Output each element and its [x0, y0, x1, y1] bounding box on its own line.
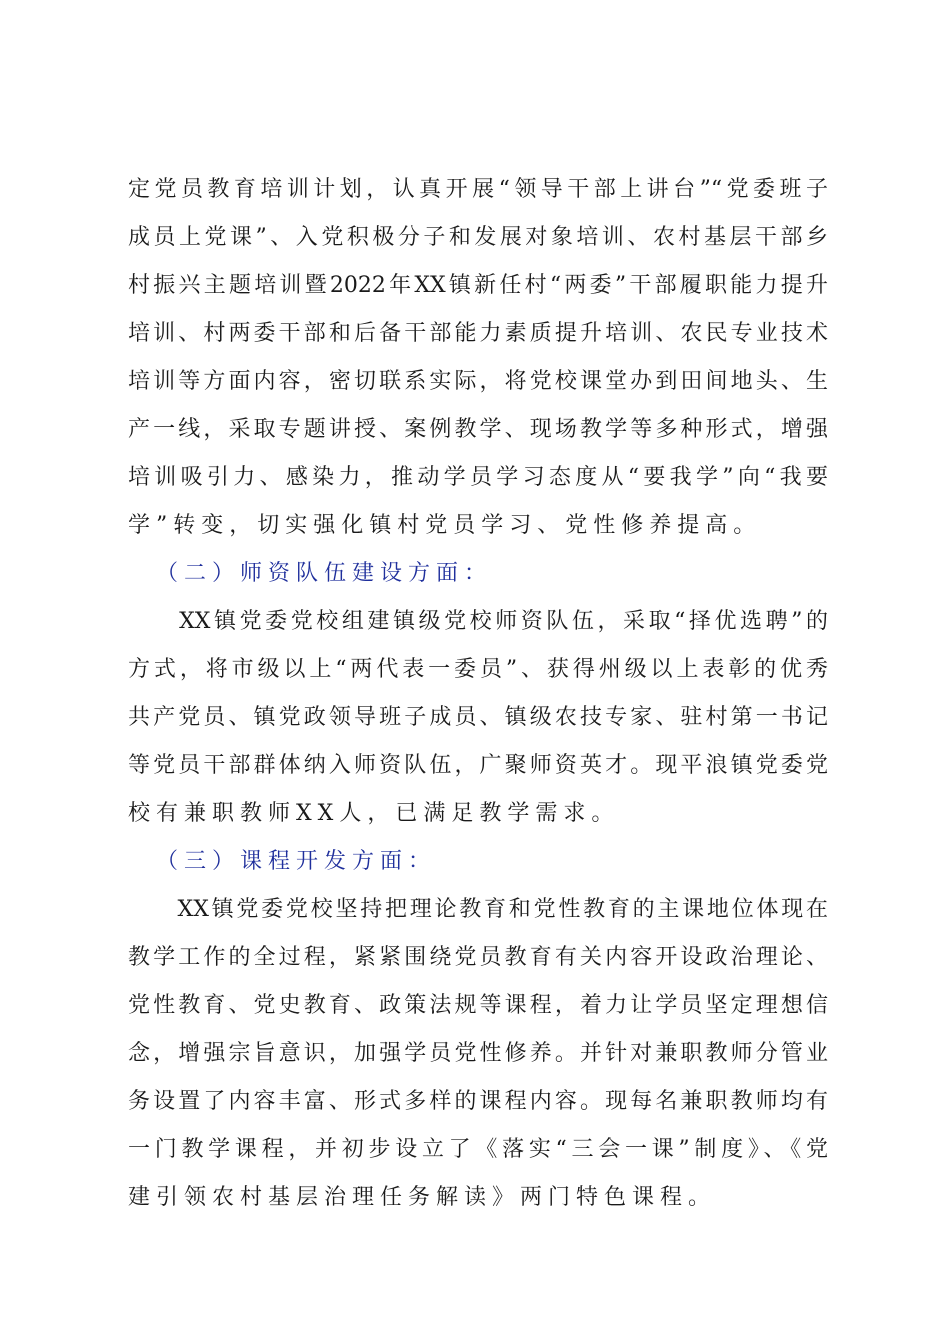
- text-line: 培训等方面内容，密切联系实际，将党校课堂办到田间地头、生: [128, 369, 828, 394]
- text-line: 方式，将市级以上“两代表一委员”、获得州级以上表彰的优秀: [128, 657, 828, 682]
- text-line: 务设置了内容丰富、形式多样的课程内容。现每名兼职教师均有: [128, 1089, 828, 1114]
- text-line: XX镇党委党校组建镇级党校师资队伍，采取“择优选聘”的: [128, 609, 828, 634]
- section-heading-faculty: （二）师资队伍建设方面：: [156, 561, 493, 586]
- paragraph-faculty: [128, 598, 828, 838]
- text-line-last: 校有兼职教师XX人，已满足教学需求。: [128, 801, 620, 826]
- document-body: [128, 166, 828, 1222]
- text-line-last: 建引领农村基层治理任务解读》两门特色课程。: [128, 1185, 717, 1210]
- text-line: 共产党员、镇党政领导班子成员、镇级农技专家、驻村第一书记: [128, 705, 828, 730]
- text-line: 培训吸引力、感染力，推动学员学习态度从“要我学”向“我要: [128, 465, 828, 490]
- text-line: 定党员教育培训计划，认真开展“领导干部上讲台”“党委班子: [128, 177, 828, 202]
- text-line: 村振兴主题培训暨2022年XX镇新任村“两委”干部履职能力提升: [128, 273, 828, 298]
- text-line: 教学工作的全过程，紧紧围绕党员教育有关内容开设政治理论、: [128, 945, 828, 970]
- text-line: 产一线，采取专题讲授、案例教学、现场教学等多种形式，增强: [128, 417, 828, 442]
- paragraph-training-content: [128, 166, 828, 550]
- text-line: 一门教学课程，并初步设立了《落实“三会一课”制度》、《党: [128, 1137, 828, 1162]
- text-line-last: 学”转变，切实强化镇村党员学习、党性修养提高。: [128, 513, 762, 538]
- text-line: 培训、村两委干部和后备干部能力素质提升培训、农民专业技术: [128, 321, 828, 346]
- text-line: 党性教育、党史教育、政策法规等课程，着力让学员坚定理想信: [128, 993, 828, 1018]
- paragraph-curriculum: [128, 886, 828, 1222]
- section-heading-curriculum: （三）课程开发方面：: [156, 849, 437, 874]
- text-line: 成员上党课”、入党积极分子和发展对象培训、农村基层干部乡: [128, 225, 828, 250]
- text-line: 等党员干部群体纳入师资队伍，广聚师资英才。现平浪镇党委党: [128, 753, 828, 778]
- text-line: 念，增强宗旨意识，加强学员党性修养。并针对兼职教师分管业: [128, 1041, 828, 1066]
- text-line: XX镇党委党校坚持把理论教育和党性教育的主课地位体现在: [128, 897, 828, 922]
